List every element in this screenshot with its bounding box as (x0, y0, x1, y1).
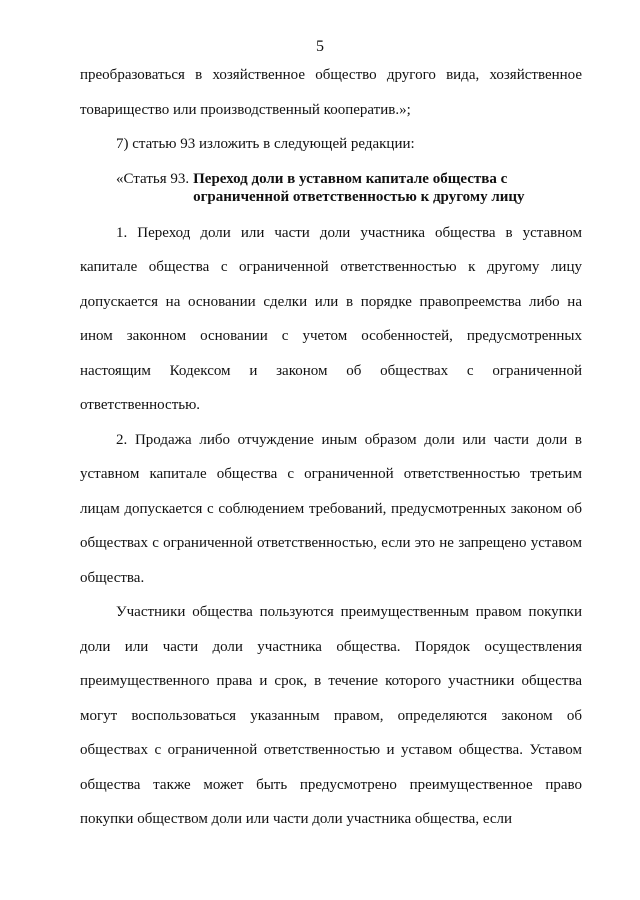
paragraph-clause-1: 1. Переход доли или части доли участника общества в уставном капитале общества с ограниченной ответственностью к другому лицу допускается на основании сделки или в порядке правопреемства либо на ином законном основании с учетом особенностей, предусмотренных настоящим Кодексом и законом об обществах с ограниченной ответственностью. (80, 224, 582, 413)
article-title (189, 170, 582, 206)
paragraph-preemptive-right: Участники общества пользуются преимущественным правом покупки доли или части доли участника общества. Порядок осуществления преимущественного права и срок, в течение которого участники общества могут воспользоваться указанным правом, определяются законом об обществах с ограниченной ответственностью и уставом общества. Уставом общества также может быть предусмотрено преимущественное право покупки обществом доли или части доли участника общества, если (80, 604, 582, 827)
page-number: 5 (316, 38, 324, 55)
article-number: «Статья 93. (116, 170, 190, 187)
article-title-line-1: Переход доли в уставном капитале общества с (193, 170, 508, 187)
article-title-line-2: ограниченной ответственностью к другому лицу (193, 188, 525, 205)
paragraph-continuation: преобразоваться в хозяйственное общество другого вида, хозяйственное товарищество или производственный кооператив.»; (80, 67, 582, 118)
paragraph-amendment-item-7: 7) статью 93 изложить в следующей редакции: (116, 136, 415, 152)
document-body (80, 58, 582, 837)
paragraph-clause-2: 2. Продажа либо отчуждение иным образом доли или части доли в уставном капитале общества с ограниченной ответственностью третьим лицам допускается с соблюдением требований, предусмотренных законом об обществах с ограниченной ответственностью, если это не запрещено уставом общества. (80, 431, 582, 586)
article-heading (80, 162, 582, 216)
